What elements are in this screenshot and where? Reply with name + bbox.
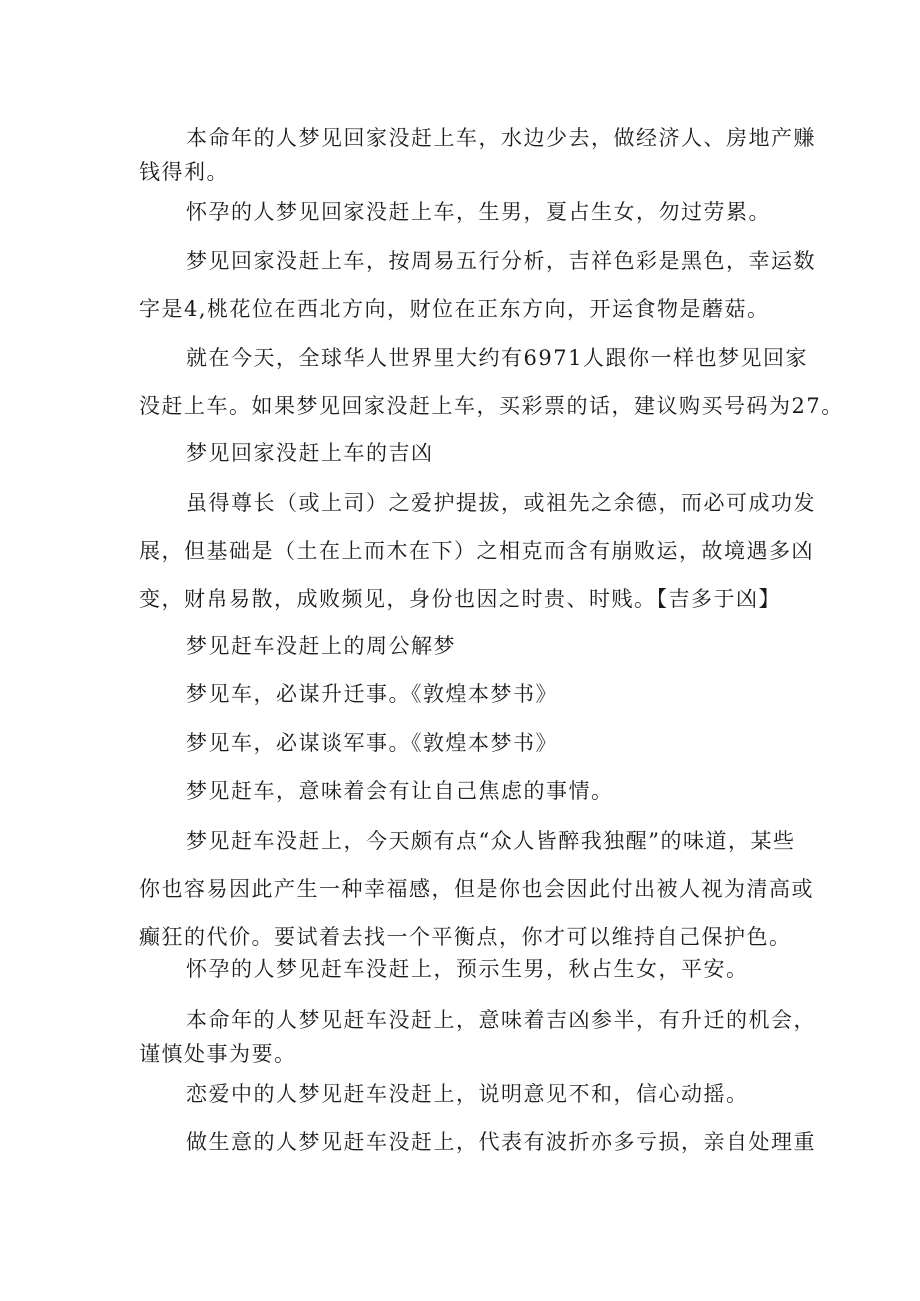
paragraph-2 <box>139 195 789 229</box>
paragraph-line: 怀孕的人梦见回家没赶上车，生男，夏占生女，勿过劳累。 <box>186 200 771 224</box>
section-heading-zhougong <box>139 629 789 663</box>
paragraph-line: 梦见回家没赶上车的吉凶 <box>186 441 434 465</box>
paragraph-line: 梦见车，必谋谈军事。《敦煌本梦书》 <box>186 731 558 755</box>
paragraph-line: 展，但基础是（土在上而木在下）之相克而含有崩败运，故境遇多凶 <box>139 539 814 563</box>
paragraph-line: 变，财帛易散，成败频见，身份也因之时贵、时贱。【吉多于凶】 <box>139 587 781 611</box>
paragraph-line: 梦见赶车，意味着会有让自己焦虑的事情。 <box>186 779 614 803</box>
paragraph-line: 梦见赶车没赶上的周公解梦 <box>186 634 456 658</box>
paragraph-8 <box>139 677 789 711</box>
paragraph-line: 梦见车，必谋升迁事。《敦煌本梦书》 <box>186 682 558 706</box>
paragraph-line: 钱得利。 <box>139 160 229 184</box>
section-heading-jixiong <box>139 436 789 470</box>
paragraph-line: 本命年的人梦见回家没赶上车，水边少去，做经济人、房地产赚 <box>186 126 816 150</box>
paragraph-line: 字是4,桃花位在西北方向，财位在正东方向，开运食物是蘑菇。 <box>139 297 770 321</box>
paragraph-line: 没赶上车。如果梦见回家没赶上车，买彩票的话，建议购买号码为27。 <box>139 394 844 418</box>
paragraph-11 <box>139 817 814 961</box>
paragraph-line: 恋爱中的人梦见赶车没赶上，说明意见不和，信心动摇。 <box>186 1082 749 1106</box>
paragraph-line: 虽得尊长（或上司）之爱护提拔，或祖先之余德，而必可成功发 <box>186 491 816 515</box>
paragraph-12 <box>139 952 789 986</box>
paragraph-1 <box>139 121 816 189</box>
paragraph-line: 做生意的人梦见赶车没赶上，代表有波折亦多亏损，亲自处理重 <box>186 1130 816 1154</box>
paragraph-10 <box>139 774 789 808</box>
paragraph-line: 怀孕的人梦见赶车没赶上，预示生男，秋占生女，平安。 <box>186 957 749 981</box>
paragraph-15 <box>139 1125 816 1159</box>
paragraph-13 <box>139 1003 816 1071</box>
paragraph-line: 梦见回家没赶上车，按周易五行分析，吉祥色彩是黑色，幸运数 <box>186 249 816 273</box>
paragraph-9 <box>139 726 789 760</box>
paragraph-4 <box>139 334 844 430</box>
paragraph-14 <box>139 1077 789 1111</box>
paragraph-line: 谨慎处事为要。 <box>139 1042 297 1066</box>
paragraph-line: 梦见赶车没赶上，今天颇有点“众人皆醉我独醒”的味道，某些 <box>186 829 796 853</box>
paragraph-line: 癫狂的代价。要试着去找一个平衡点，你才可以维持自己保护色。 <box>139 925 792 949</box>
paragraph-line: 就在今天，全球华人世界里大约有6971人跟你一样也梦见回家 <box>186 346 808 370</box>
paragraph-6 <box>139 479 816 623</box>
paragraph-line: 本命年的人梦见赶车没赶上，意味着吉凶参半，有升迁的机会， <box>186 1008 816 1032</box>
paragraph-3 <box>139 237 816 333</box>
paragraph-line: 你也容易因此产生一种幸福感，但是你也会因此付出被人视为清高或 <box>139 877 814 901</box>
